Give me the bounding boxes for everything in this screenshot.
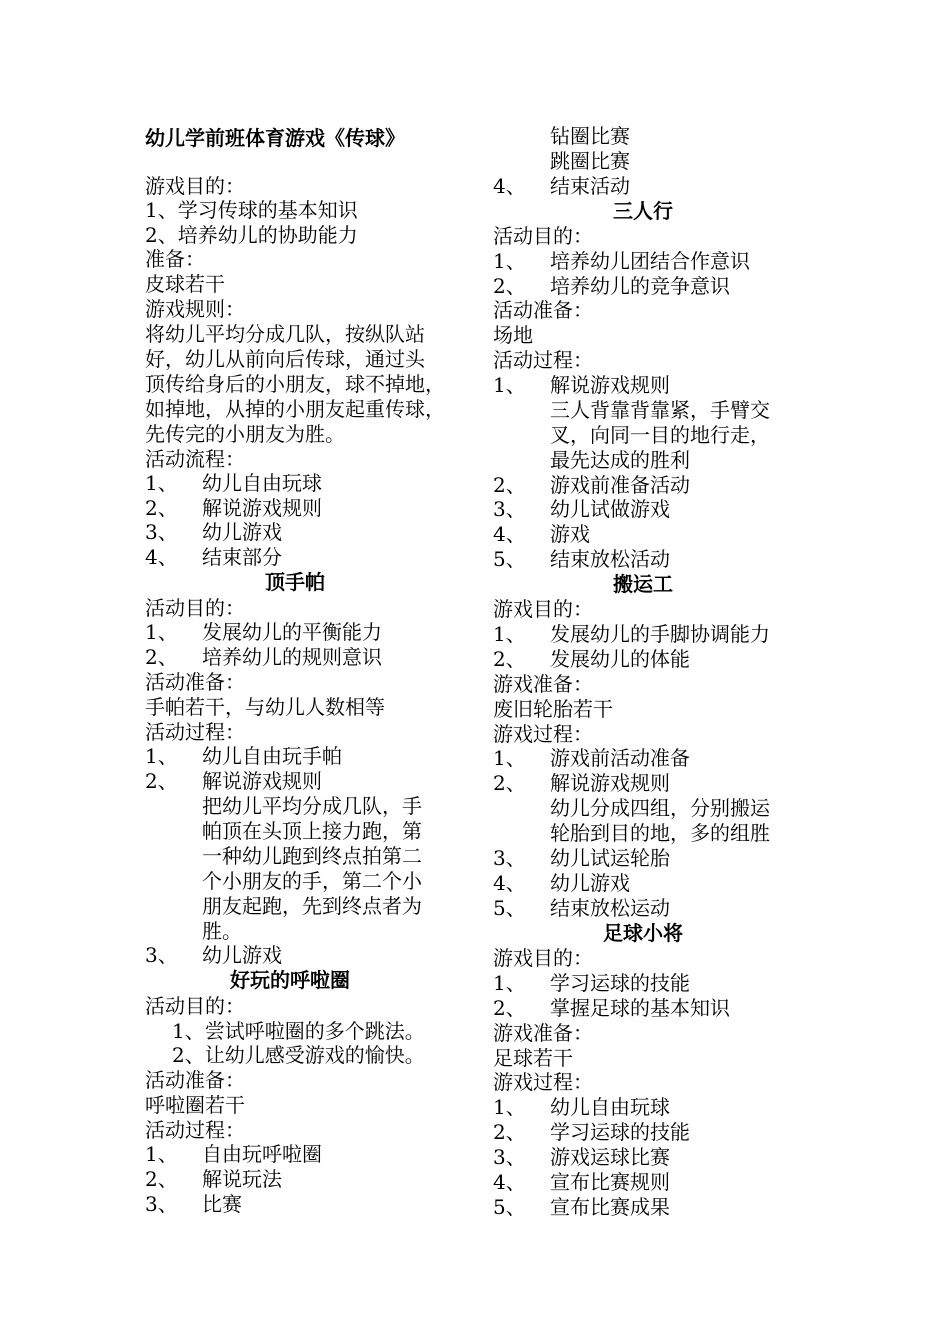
list-number: 5、 [493,547,526,571]
list-text: 幼儿游戏 [202,520,282,544]
list-text: 幼儿试运轮胎 [550,846,670,870]
purpose-label: 游戏目的： [493,946,593,970]
prep-value: 场地 [493,323,533,347]
prep-label: 活动准备： [145,1068,245,1092]
list-text: 发展幼儿的手脚协调能力 [550,622,770,646]
list-number: 2、 [145,645,178,669]
list-text: 游戏前准备活动 [550,473,690,497]
list-text: 幼儿自由玩球 [550,1095,670,1119]
list-number: 3、 [493,846,526,870]
list-number: 1、 [145,471,178,495]
process-label: 活动过程： [493,348,593,372]
list-number: 1、 [493,622,526,646]
list-text: 结束活动 [550,174,630,198]
list-text: 游戏前活动准备 [550,746,690,770]
list-text: 学习运球的技能 [550,1120,690,1144]
list-number: 4、 [493,871,526,895]
list-text: 幼儿自由玩球 [202,471,322,495]
rule-text-line: 胜。 [202,919,242,943]
prep-value: 手帕若干，与幼儿人数相等 [145,695,385,719]
prep-label: 活动准备： [145,670,245,694]
rules-text-line: 先传完的小朋友为胜。 [145,422,345,446]
purpose-label: 活动目的： [145,596,245,620]
rule-text-line: 一种幼儿跑到终点拍第二 [202,844,422,868]
rule-text-line: 轮胎到目的地，多的组胜 [550,821,770,845]
list-number: 2、 [493,996,526,1020]
list-item [145,496,178,520]
list-text: 掌握足球的基本知识 [550,996,730,1020]
list-number: 1、 [145,1142,178,1166]
list-number: 2、 [493,1120,526,1144]
purpose-label: 游戏目的： [145,174,245,198]
list-text: 结束放松活动 [550,547,670,571]
list-number: 3、 [493,1145,526,1169]
list-number: 3、 [145,943,178,967]
list-number: 2、 [493,647,526,671]
document-title: 幼儿学前班体育游戏《传球》 [145,126,405,150]
list-number: 4、 [493,522,526,546]
list-number: 4、 [493,174,526,198]
purpose-item: 1、学习传球的基本知识 [145,198,358,222]
process-label: 活动过程： [145,720,245,744]
list-number: 3、 [145,520,178,544]
section-heading: 足球小将 [603,921,683,945]
list-text: 幼儿游戏 [202,943,282,967]
prep-value: 皮球若干 [145,272,225,296]
list-number: 5、 [493,896,526,920]
purpose-item: 2、培养幼儿的协助能力 [145,223,358,247]
list-text: 幼儿自由玩手帕 [202,744,342,768]
list-number: 4、 [493,1170,526,1194]
list-number: 5、 [493,1195,526,1219]
rule-text-line: 个小朋友的手，第二个小 [202,869,422,893]
list-text: 幼儿试做游戏 [550,497,670,521]
list-text: 培养幼儿的规则意识 [202,645,382,669]
list-item [145,545,178,569]
process-label: 游戏过程： [493,1070,593,1094]
list-number: 2、 [493,771,526,795]
purpose-label: 活动目的： [145,994,245,1018]
list-text: 幼儿游戏 [550,871,630,895]
list-text: 宣布比赛规则 [550,1170,670,1194]
process-label: 活动过程： [145,1118,245,1142]
purpose-item: 1、尝试呼啦圈的多个跳法。 [172,1019,425,1043]
purpose-label: 活动目的： [493,224,593,248]
list-number: 1、 [493,249,526,273]
list-text: 学习运球的技能 [550,971,690,995]
list-number: 1、 [145,744,178,768]
list-text: 解说游戏规则 [550,373,670,397]
list-number: 1、 [493,971,526,995]
rule-text-line: 叉，向同一目的地行走， [550,423,770,447]
section-heading: 顶手帕 [265,570,325,594]
list-item [145,520,178,544]
rule-text-line: 朋友起跑，先到终点者为 [202,894,422,918]
list-number: 2、 [145,769,178,793]
list-text: 比赛 [202,1192,242,1216]
rules-label: 游戏规则： [145,297,245,321]
list-text: 培养幼儿团结合作意识 [550,249,750,273]
list-text: 发展幼儿的平衡能力 [202,620,382,644]
list-text: 培养幼儿的竞争意识 [550,274,730,298]
list-item [145,471,178,495]
process-label: 游戏过程： [493,722,593,746]
section-heading: 搬运工 [613,572,673,596]
rules-text-line: 将幼儿平均分成几队，按纵队站 [145,322,425,346]
rule-text-line: 幼儿分成四组，分别搬运 [550,796,770,820]
list-text: 发展幼儿的体能 [550,647,690,671]
purpose-item: 2、让幼儿感受游戏的愉快。 [172,1043,425,1067]
list-number: 2、 [145,1167,178,1191]
list-text: 解说玩法 [202,1167,282,1191]
list-number: 1、 [493,373,526,397]
flow-label: 活动流程： [145,447,245,471]
list-text: 游戏运球比赛 [550,1145,670,1169]
list-text: 宣布比赛成果 [550,1195,670,1219]
list-text: 自由玩呼啦圈 [202,1142,322,1166]
prep-label: 准备： [145,247,205,271]
rule-text-line: 最先达成的胜利 [550,448,690,472]
rule-text-line: 三人背靠背靠紧，手臂交 [550,398,770,422]
list-number: 3、 [493,497,526,521]
list-number: 1、 [493,746,526,770]
purpose-label: 游戏目的： [493,597,593,621]
list-text: 解说游戏规则 [202,496,322,520]
list-text: 解说游戏规则 [550,771,670,795]
list-number: 2、 [493,274,526,298]
list-text: 解说游戏规则 [202,769,322,793]
prep-value: 足球若干 [493,1046,573,1070]
rules-text-line: 如掉地，从掉的小朋友起重传球， [145,397,445,421]
list-text: 游戏 [550,522,590,546]
list-text: 结束部分 [202,545,282,569]
prep-label: 活动准备： [493,298,593,322]
list-number: 3、 [145,1192,178,1216]
list-number: 2、 [493,473,526,497]
prep-value: 废旧轮胎若干 [493,697,613,721]
list-number: 2、 [145,496,178,520]
list-number: 4、 [145,545,178,569]
rule-text-line: 帕顶在头顶上接力跑，第 [202,819,422,843]
section-heading: 三人行 [613,199,673,223]
list-number: 1、 [493,1095,526,1119]
list-number: 1、 [145,620,178,644]
prep-value: 呼啦圈若干 [145,1093,245,1117]
rules-text-line: 顶传给身后的小朋友，球不掉地， [145,372,445,396]
continued-item: 跳圈比赛 [550,149,630,173]
prep-label: 游戏准备： [493,1021,593,1045]
continued-item: 钻圈比赛 [550,124,630,148]
list-text: 结束放松运动 [550,896,670,920]
section-heading: 好玩的呼啦圈 [230,968,350,992]
prep-label: 游戏准备： [493,672,593,696]
rule-text-line: 把幼儿平均分成几队，手 [202,794,422,818]
rules-text-line: 好，幼儿从前向后传球，通过头 [145,347,425,371]
